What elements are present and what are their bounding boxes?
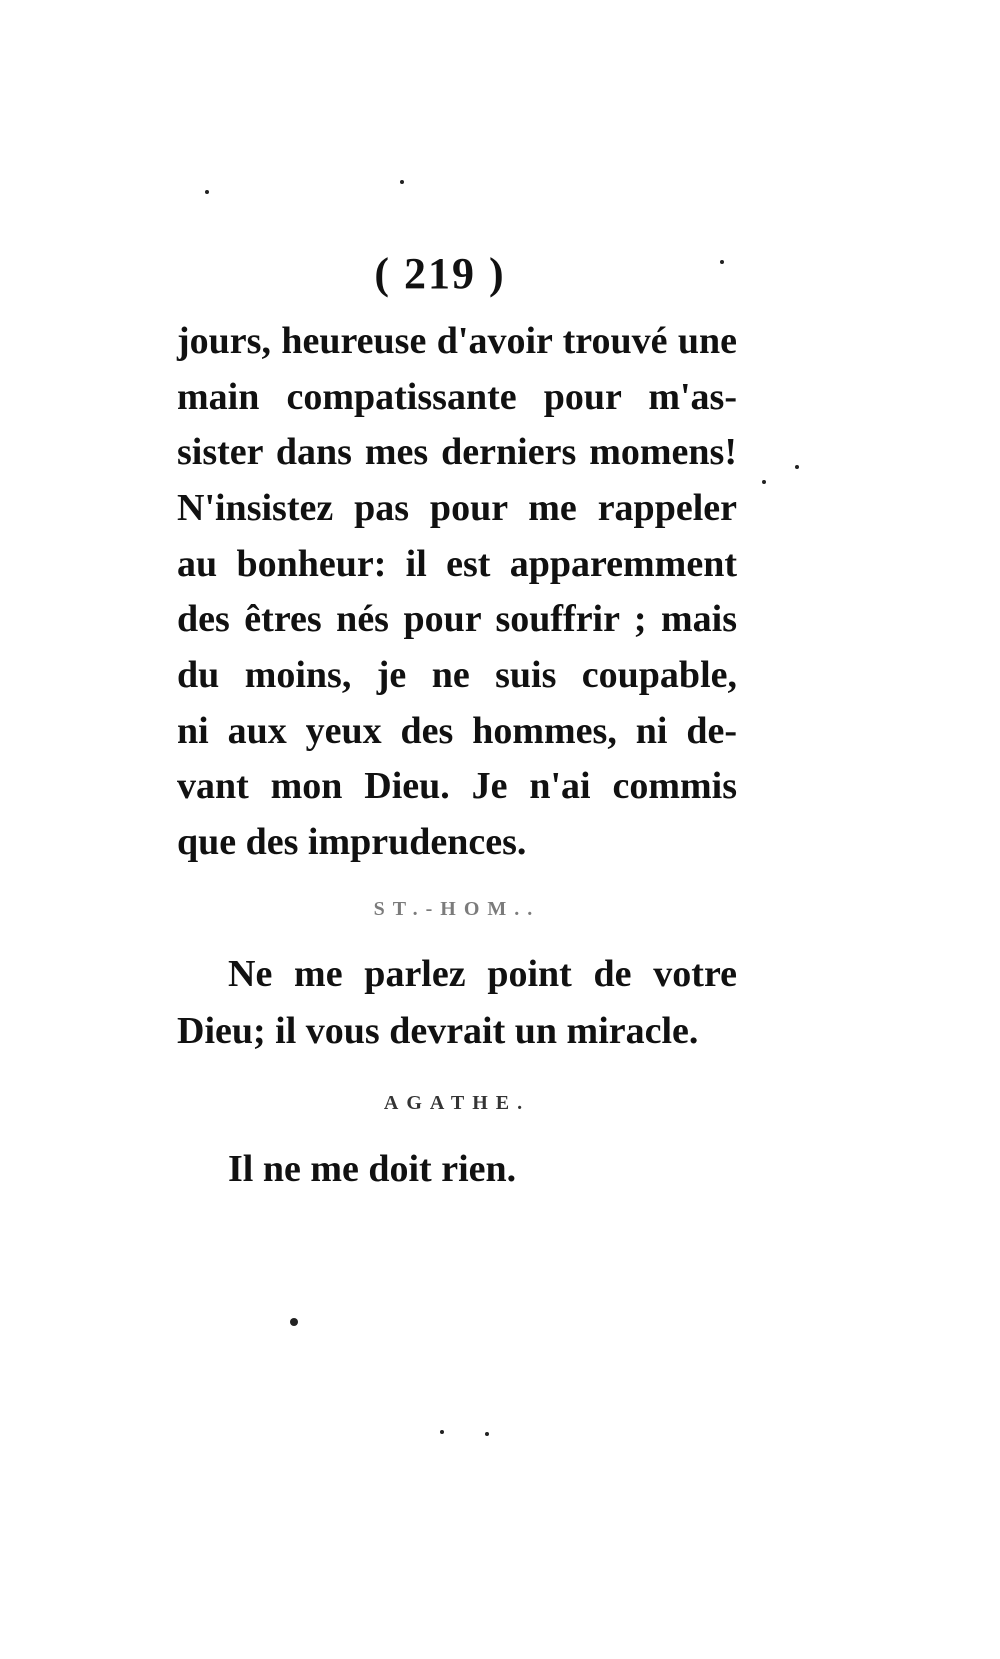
- text-line: ni aux yeux des hommes, ni de-: [177, 710, 737, 752]
- text-line: main compatissante pour m'as-: [177, 376, 737, 418]
- text-line: sister dans mes derniers momens!: [177, 431, 737, 473]
- scan-speck: [485, 1432, 489, 1436]
- text-line: Ne me parlez point de votre: [228, 953, 737, 995]
- scan-speck: [762, 480, 766, 484]
- scan-speck: [400, 180, 404, 184]
- text-line: Dieu; il vous devrait un miracle.: [177, 1010, 699, 1052]
- scan-speck: [720, 260, 724, 264]
- text-line: des êtres nés pour souffrir ; mais: [177, 598, 737, 640]
- scan-speck: [290, 1318, 298, 1326]
- text-line: vant mon Dieu. Je n'ai commis: [177, 765, 737, 807]
- speaker-name: ST.-HOM..: [373, 898, 541, 920]
- page-number: ( 219 ): [374, 249, 506, 298]
- text-line: du moins, je ne suis coupable,: [177, 654, 737, 696]
- text-line: N'insistez pas pour me rappeler: [177, 487, 737, 529]
- text-line: Il ne me doit rien.: [228, 1148, 517, 1190]
- scan-speck: [205, 190, 209, 194]
- text-line: que des imprudences.: [177, 821, 527, 863]
- text-line: jours, heureuse d'avoir trouvé une: [177, 320, 737, 362]
- scan-speck: [795, 465, 799, 469]
- text-line: au bonheur: il est apparemment: [177, 543, 737, 585]
- speaker-name: AGATHE.: [383, 1092, 531, 1114]
- scan-speck: [440, 1430, 444, 1434]
